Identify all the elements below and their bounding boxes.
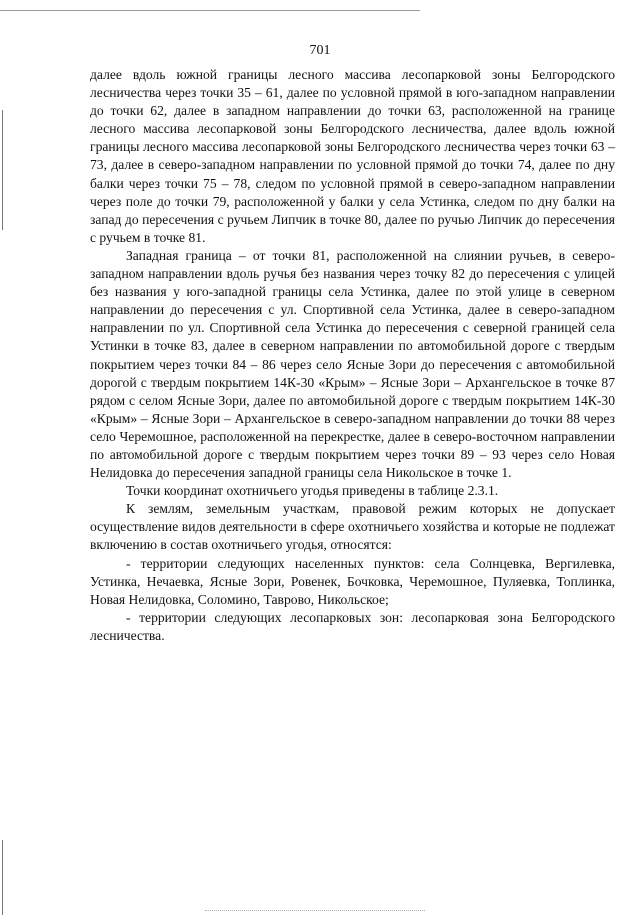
document-body — [90, 66, 615, 645]
paragraph-settlements-list: - территории следующих населенных пунктов: села Солнцевка, Вергилевка, Устинка, Нечаевка, Ясные Зори, Ровенек, Бочковка, Черемошное, Пуляевка, Топлинка, Новая Нелидовка, Соломино, Таврово, Никольское; — [90, 555, 615, 607]
page-number: 701 — [309, 43, 331, 58]
scan-top-rule — [0, 10, 420, 11]
paragraph-south-border-continuation: далее вдоль южной границы лесного массива лесопарковой зоны Белгородского лесничества через точки 35 – 61, далее по условной прямой в юго-западном направлении до точки 62, далее в западном направлении до точки 63, расположенной на границе лесного массива лесопарковой зоны Белгородского лесничества, далее вдоль южной границы лесного массива лесопарковой зоны Белгородского лесничества через точки 63 – 73, далее в северо-западном направлении по условной прямой до точки 74, далее по дну балки через точки 75 – 78, следом по условной прямой в северо-западном направлении через поле до точки 79, расположенной у балки у села Устинка, следом по дну балки на запад до пересечения с ручьем Липчик в точке 80, далее по ручью Липчик до пересечения с ручьем в точке 81. — [90, 67, 615, 245]
scan-bottom-mark — [205, 910, 425, 911]
paragraph-coordinates-reference: Точки координат охотничьего угодья приведены в таблице 2.3.1. — [126, 483, 499, 499]
scan-left-edge-mark — [2, 840, 3, 915]
paragraph-forest-park-zones: - территории следующих лесопарковых зон: лесопарковая зона Белгородского лесничества. — [90, 609, 615, 643]
paragraph-west-border: Западная граница – от точки 81, расположенной на слиянии ручьев, в северо-западном направлении вдоль ручья без названия через точку 82 до пересечения с улицей без названия у юго-западной границы села Устинка, далее по этой улице в северном направлении до пересечения с ул. Спортивной села Устинка, далее в северо-западном направлении по ул. Спортивной села Устинка до пересечения с северной границей села Устинки в точке 83, далее в северном направлении по автомобильной дороге с твердым покрытием через точки 84 – 86 через село Ясные Зори до пересечения с автомобильной дорогой с твердым покрытием 14К-30 «Крым» – Ясные Зори – Архангельское в точке 87 рядом с селом Ясные Зори, далее по автомобильной дороге с твердым покрытием 14К-30 «Крым» – Ясные Зори – Архангельское в северо-западном направлении до точки 88 через село Черемошное, расположенной на перекрестке, далее в северо-восточном направлении по автомобильной дороге с твердым покрытием через точки 89 – 93 через село Новая Нелидовка до пересечения западной границы села Никольское в точке 1. — [90, 247, 615, 481]
paragraph-excluded-lands: К землям, земельным участкам, правовой режим которых не допускает осуществление видов деятельности в сфере охотничьего хозяйства и которые не подлежат включению в состав охотничьего угодья, относятся: — [90, 501, 615, 553]
scan-left-edge-mark — [2, 110, 3, 230]
